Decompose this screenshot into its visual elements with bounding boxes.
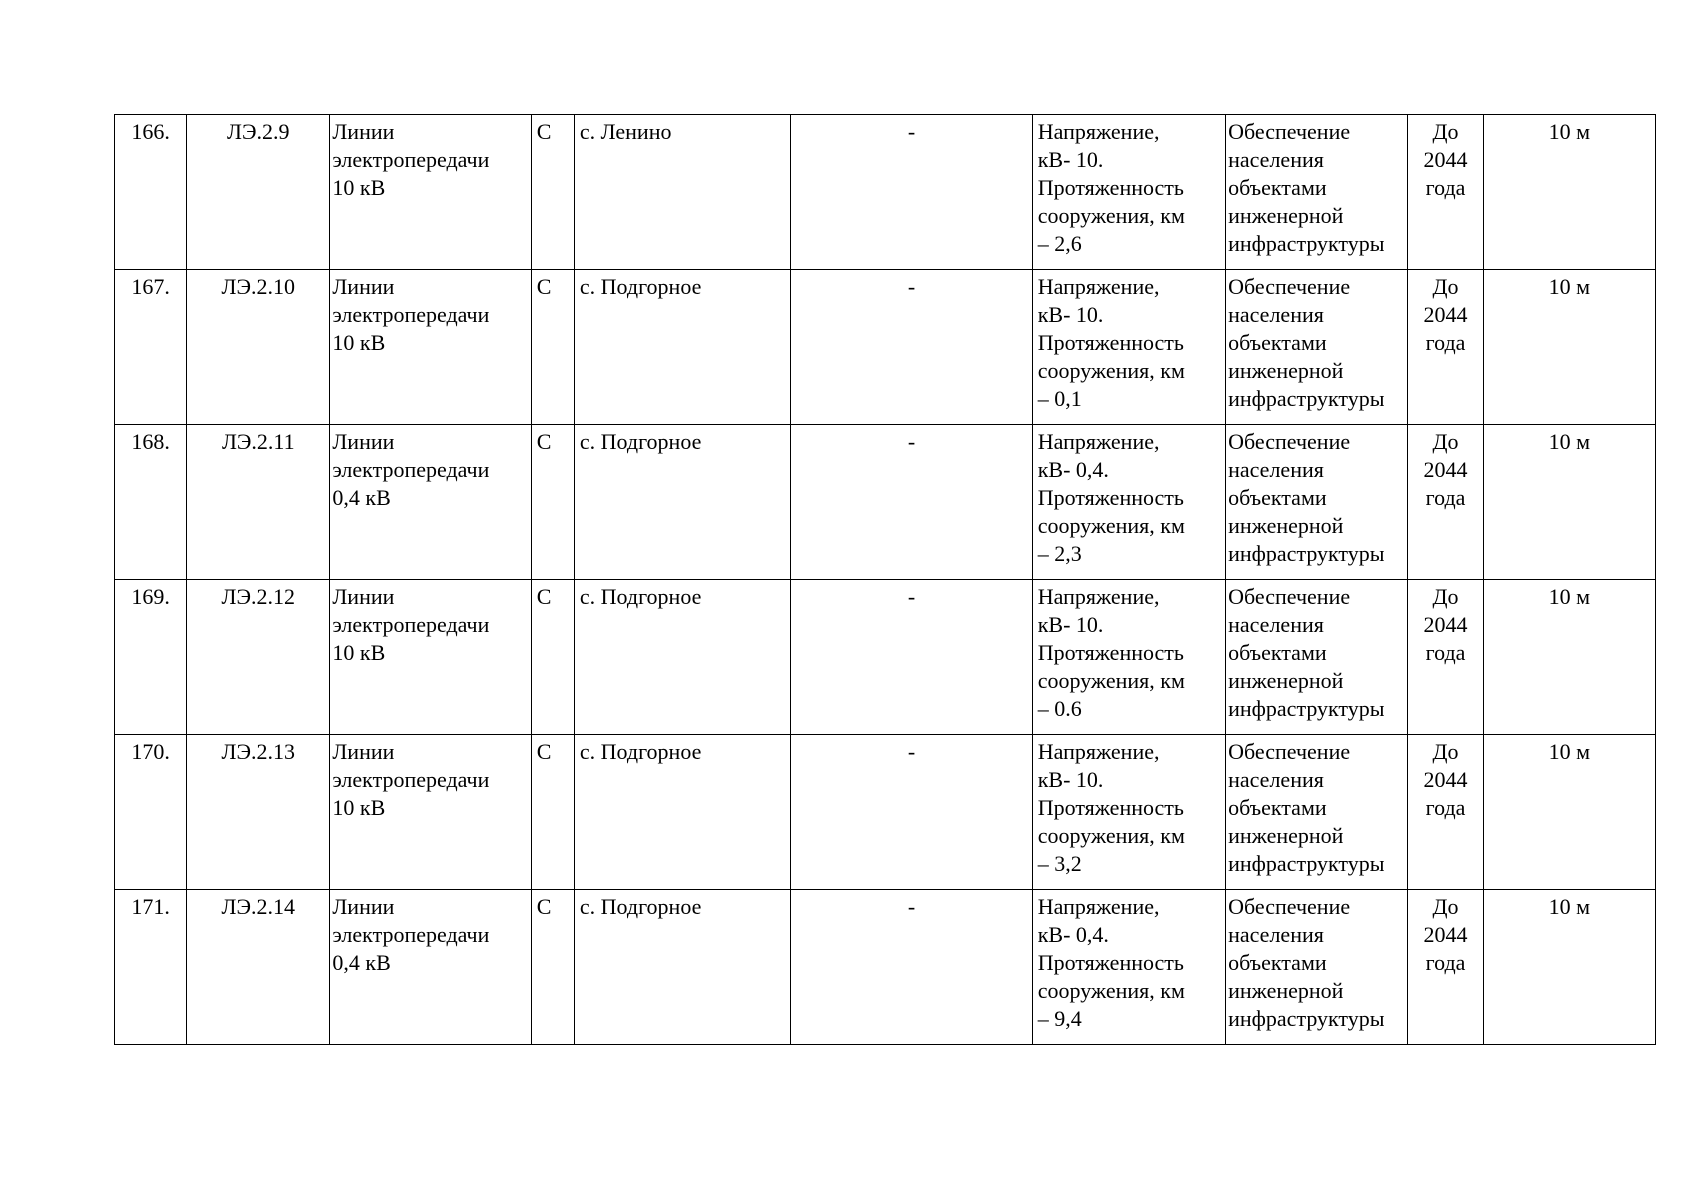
cell-extra: -: [791, 580, 1032, 735]
cell-location: с. Подгорное: [574, 890, 790, 1045]
cell-zone: 10 м: [1483, 425, 1655, 580]
cell-zone: 10 м: [1483, 735, 1655, 890]
cell-zone: 10 м: [1483, 580, 1655, 735]
cell-status: С: [531, 115, 574, 270]
cell-number: 168.: [115, 425, 187, 580]
table-row: [115, 580, 1656, 735]
cell-location: с. Подгорное: [574, 425, 790, 580]
cell-status: С: [531, 735, 574, 890]
cell-object-name: Линии электропередачи 10 кВ: [330, 270, 531, 425]
table-row: [115, 115, 1656, 270]
cell-characteristics: Напряжение, кВ- 10. Протяженность сооружения, км – 3,2: [1032, 735, 1225, 890]
cell-number: 167.: [115, 270, 187, 425]
cell-number: 171.: [115, 890, 187, 1045]
cell-term: До 2044 года: [1408, 735, 1483, 890]
cell-term: До 2044 года: [1408, 890, 1483, 1045]
cell-status: С: [531, 580, 574, 735]
cell-number: 166.: [115, 115, 187, 270]
cell-extra: -: [791, 115, 1032, 270]
cell-code: ЛЭ.2.12: [187, 580, 330, 735]
cell-location: с. Подгорное: [574, 270, 790, 425]
cell-object-name: Линии электропередачи 10 кВ: [330, 115, 531, 270]
cell-term: До 2044 года: [1408, 425, 1483, 580]
cell-code: ЛЭ.2.11: [187, 425, 330, 580]
cell-extra: -: [791, 735, 1032, 890]
cell-object-name: Линии электропередачи 10 кВ: [330, 735, 531, 890]
cell-location: с. Ленино: [574, 115, 790, 270]
cell-zone: 10 м: [1483, 270, 1655, 425]
cell-term: До 2044 года: [1408, 580, 1483, 735]
registry-table-body: [115, 115, 1656, 1045]
cell-purpose: Обеспечение населения объектами инженерной инфраструктуры: [1226, 735, 1408, 890]
cell-characteristics: Напряжение, кВ- 0,4. Протяженность сооружения, км – 9,4: [1032, 890, 1225, 1045]
cell-characteristics: Напряжение, кВ- 10. Протяженность сооружения, км – 2,6: [1032, 115, 1225, 270]
cell-purpose: Обеспечение населения объектами инженерной инфраструктуры: [1226, 425, 1408, 580]
table-row: [115, 270, 1656, 425]
cell-number: 169.: [115, 580, 187, 735]
table-row: [115, 735, 1656, 890]
cell-location: с. Подгорное: [574, 580, 790, 735]
cell-status: С: [531, 270, 574, 425]
cell-purpose: Обеспечение населения объектами инженерной инфраструктуры: [1226, 270, 1408, 425]
cell-zone: 10 м: [1483, 890, 1655, 1045]
cell-zone: 10 м: [1483, 115, 1655, 270]
cell-status: С: [531, 425, 574, 580]
cell-purpose: Обеспечение населения объектами инженерной инфраструктуры: [1226, 115, 1408, 270]
cell-object-name: Линии электропередачи 0,4 кВ: [330, 425, 531, 580]
registry-table: [114, 114, 1656, 1045]
table-row: [115, 425, 1656, 580]
cell-object-name: Линии электропередачи 0,4 кВ: [330, 890, 531, 1045]
cell-characteristics: Напряжение, кВ- 10. Протяженность сооружения, км – 0.6: [1032, 580, 1225, 735]
cell-term: До 2044 года: [1408, 270, 1483, 425]
cell-extra: -: [791, 270, 1032, 425]
cell-number: 170.: [115, 735, 187, 890]
cell-status: С: [531, 890, 574, 1045]
cell-purpose: Обеспечение населения объектами инженерной инфраструктуры: [1226, 890, 1408, 1045]
cell-code: ЛЭ.2.10: [187, 270, 330, 425]
cell-term: До 2044 года: [1408, 115, 1483, 270]
cell-location: с. Подгорное: [574, 735, 790, 890]
cell-characteristics: Напряжение, кВ- 10. Протяженность сооружения, км – 0,1: [1032, 270, 1225, 425]
cell-purpose: Обеспечение населения объектами инженерной инфраструктуры: [1226, 580, 1408, 735]
cell-code: ЛЭ.2.13: [187, 735, 330, 890]
cell-object-name: Линии электропередачи 10 кВ: [330, 580, 531, 735]
cell-code: ЛЭ.2.9: [187, 115, 330, 270]
table-row: [115, 890, 1656, 1045]
cell-extra: -: [791, 890, 1032, 1045]
cell-code: ЛЭ.2.14: [187, 890, 330, 1045]
cell-extra: -: [791, 425, 1032, 580]
cell-characteristics: Напряжение, кВ- 0,4. Протяженность сооружения, км – 2,3: [1032, 425, 1225, 580]
